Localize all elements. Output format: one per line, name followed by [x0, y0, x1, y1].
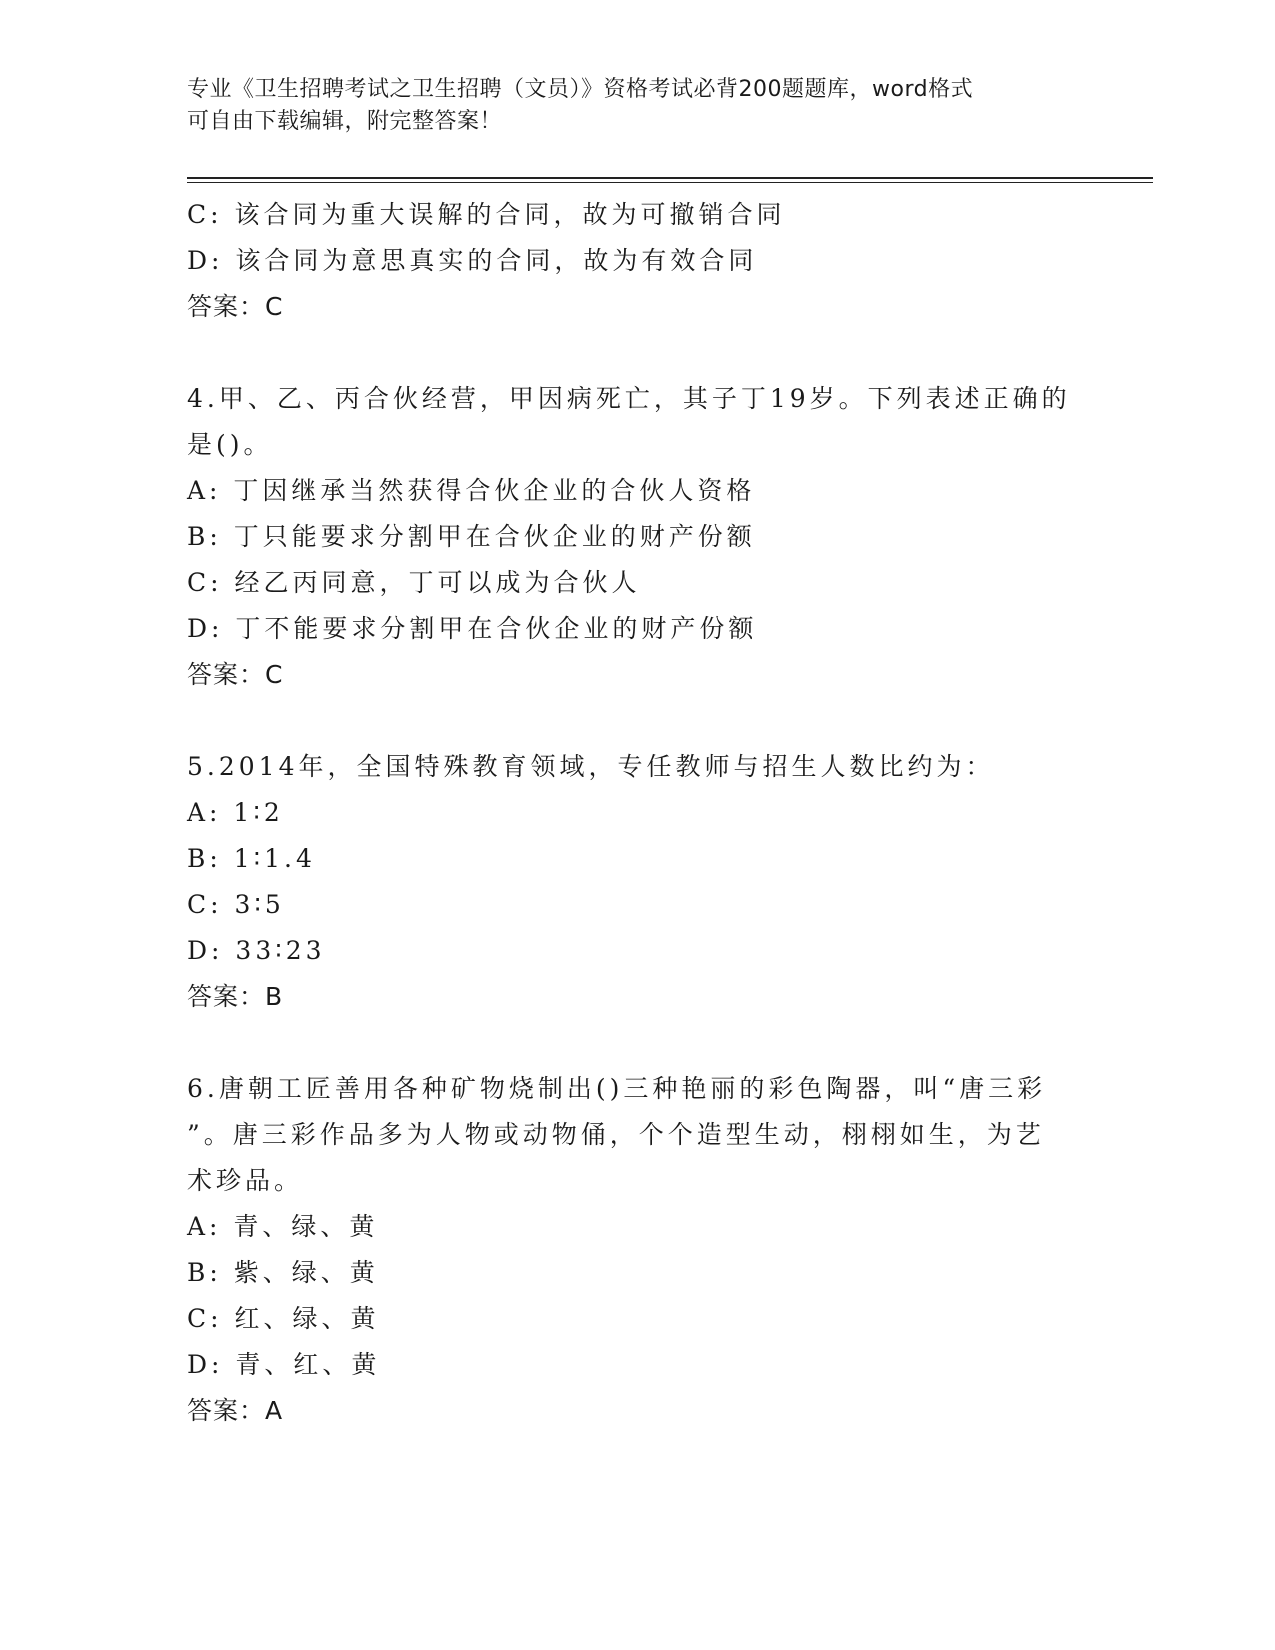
header-line-1: 专业《卫生招聘考试之卫生招聘（文员）》资格考试必背200题题库，word格式: [187, 77, 974, 102]
answer-label: 答案：B: [187, 982, 284, 1011]
header-divider-thick: [187, 177, 1153, 179]
spacer: [187, 330, 1087, 376]
question-stem: 5.2014年，全国特殊教育领域，专任教师与招生人数比约为：: [187, 752, 995, 781]
question-stem: 4.甲、乙、丙合伙经营，甲因病死亡，其子丁19岁。下列表述正确的: [187, 384, 1071, 413]
question-stem-cont: ”。唐三彩作品多为人物或动物俑，个个造型生动，栩栩如生，为艺: [187, 1120, 1045, 1149]
question-list: [187, 192, 1087, 1434]
answer-label: 答案：C: [187, 292, 284, 321]
option-a: A: 青、绿、黄: [187, 1212, 379, 1241]
question-stem: 6.唐朝工匠善用各种矿物烧制出()三种艳丽的彩色陶器，叫“唐三彩: [187, 1074, 1047, 1103]
option-c: C: 该合同为重大误解的合同，故为可撤销合同: [187, 200, 786, 229]
header-line-2: 可自由下载编辑，附完整答案！: [187, 109, 503, 134]
spacer: [187, 1020, 1087, 1066]
question-stem-cont: 是()。: [187, 430, 273, 459]
page-header: [187, 74, 1067, 138]
option-d: D: 33∶23: [187, 936, 326, 965]
option-d: D: 丁不能要求分割甲在合伙企业的财产份额: [187, 614, 758, 643]
question-4: [187, 376, 1087, 698]
answer-label: 答案：A: [187, 1396, 284, 1425]
option-a: A: 1∶2: [187, 798, 284, 827]
header-divider-thin: [187, 182, 1153, 183]
option-c: C: 红、绿、黄: [187, 1304, 380, 1333]
option-d: D: 该合同为意思真实的合同，故为有效合同: [187, 246, 758, 275]
question-6: [187, 1066, 1087, 1434]
spacer: [187, 698, 1087, 744]
option-b: B: 紫、绿、黄: [187, 1258, 379, 1287]
option-c: C: 3∶5: [187, 890, 285, 919]
option-a: A: 丁因继承当然获得合伙企业的合伙人资格: [187, 476, 756, 505]
question-stem-cont: 术珍品。: [187, 1166, 304, 1195]
option-d: D: 青、红、黄: [187, 1350, 381, 1379]
question-3-tail: [187, 192, 1087, 330]
option-b: B: 丁只能要求分割甲在合伙企业的财产份额: [187, 522, 756, 551]
answer-label: 答案：C: [187, 660, 284, 689]
option-b: B: 1∶1.4: [187, 844, 316, 873]
question-5: [187, 744, 1087, 1020]
option-c: C: 经乙丙同意，丁可以成为合伙人: [187, 568, 641, 597]
